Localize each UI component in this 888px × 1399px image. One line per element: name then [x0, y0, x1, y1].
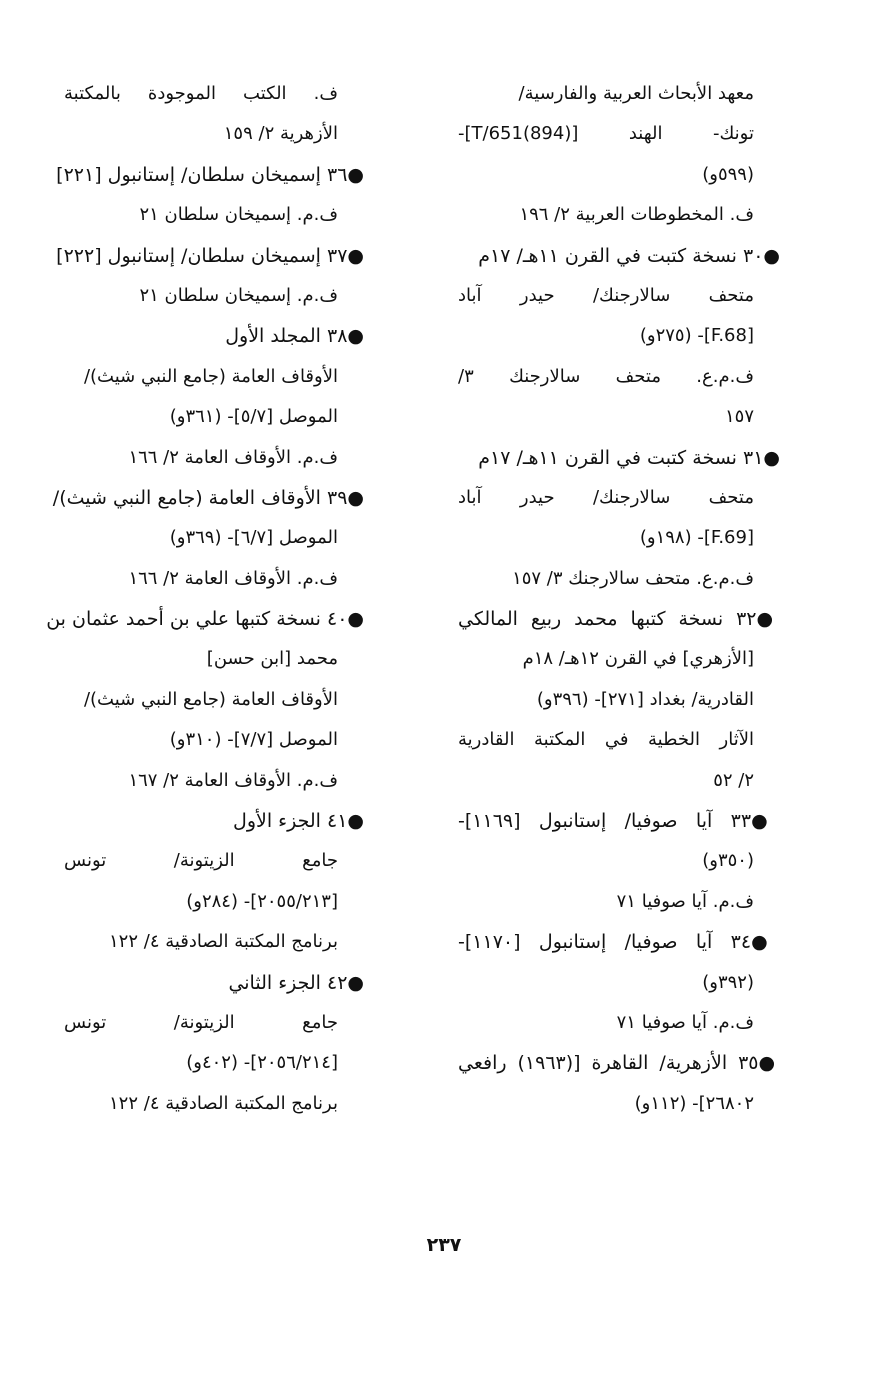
entry-detail-line: القادرية/ بغداد [٢٧١]- (٣٩٦و): [536, 688, 754, 710]
entry-detail-line: (٣٥٠و): [702, 850, 754, 872]
entry-detail-line: الموصل [٥/٧]- (٣٦١و): [169, 406, 338, 428]
entry-detail-line: ٢/ ٥٢: [713, 769, 754, 791]
entry-heading-line: ●٣٦ إسميخان سلطان/ إستانبول [٢٢١]: [56, 163, 364, 186]
entry-heading-line: ●٣٩ الأوقاف العامة (جامع النبي شيث)/: [52, 486, 364, 509]
entry-detail-line: ف.م. الأوقاف العامة ٢/ ١٦٧: [128, 769, 338, 791]
page-number: ٢٣٧: [426, 1234, 462, 1256]
entry-detail-line: ف.م. إسميخان سلطان ٢١: [139, 284, 338, 306]
entry-heading-line: ●٣٧ إسميخان سلطان/ إستانبول [٢٢٢]: [56, 244, 364, 267]
entry-detail-line: [F.68]- (٢٧٥و): [639, 325, 754, 347]
entry-detail-line: ف.م. الأوقاف العامة ٢/ ١٦٦: [128, 446, 338, 468]
entry-detail-line: جامع الزيتونة/ تونس: [64, 850, 338, 872]
entry-detail-line: الأوقاف العامة (جامع النبي شيث)/: [83, 365, 338, 387]
entry-detail-line: برنامج المكتبة الصادقية ٤/ ١٢٢: [109, 1092, 338, 1114]
entry-detail-line: ١٥٧: [724, 406, 754, 428]
entry-heading-line: ●٤٠ نسخة كتبها علي بن أحمد عثمان بن: [46, 608, 364, 631]
entry-detail-line: برنامج المكتبة الصادقية ٤/ ١٢٢: [109, 931, 338, 953]
entry-heading-line: ●٤٢ الجزء الثاني: [228, 971, 364, 994]
entry-detail-line: ف.م. إسميخان سلطان ٢١: [139, 204, 338, 226]
entry-detail-line: متحف سالارجنك/ حيدر آباد: [458, 486, 754, 508]
entry-detail-line: الأوقاف العامة (جامع النبي شيث)/: [83, 688, 338, 710]
entry-detail-line: ف.م. الأوقاف العامة ٢/ ١٦٦: [128, 567, 338, 589]
entry-detail-line: [٢٠٥٦/٢١٤]- (٤٠٢و): [186, 1052, 338, 1074]
entry-heading-line: ●٣٤ آيا صوفيا/ إستانبول [١١٧٠]-: [458, 931, 780, 954]
right-column: [458, 74, 780, 1124]
entry-heading-line: ●٤١ الجزء الأول: [233, 810, 364, 833]
entry-heading-line: ●٣٣ آيا صوفيا/ إستانبول [١١٦٩]-: [458, 810, 780, 833]
entry-heading-line: ●٣٢ نسخة كتبها محمد ربيع المالكي: [458, 608, 780, 631]
entry-heading-line: ●٣٨ المجلد الأول: [225, 325, 364, 348]
entry-detail-line: معهد الأبحاث العربية والفارسية/: [518, 83, 754, 104]
entry-detail-line: ف. الكتب الموجودة بالمكتبة: [64, 83, 338, 104]
entry-heading-line: ●٣٥ الأزهرية/ القاهرة [(١٩٦٣) رافعي: [458, 1052, 780, 1075]
entry-detail-line: [٢٠٥٥/٢١٣]- (٢٨٤و): [186, 890, 338, 912]
entry-heading-line: ●٣٠ نسخة كتبت في القرن ١١هـ/ ١٧م: [478, 244, 780, 267]
entry-detail-line: جامع الزيتونة/ تونس: [64, 1011, 338, 1033]
entry-detail-line: الآثار الخطية في المكتبة القادرية: [458, 729, 754, 751]
entry-detail-line: ف.م. آيا صوفيا ٧١: [616, 890, 754, 912]
entry-detail-line: ف.م.ع. متحف سالارجنك ٣/: [458, 365, 754, 387]
entry-detail-line: محمد [ابن حسن]: [206, 648, 338, 670]
entry-detail-line: الموصل [٧/٧]- (٣١٠و): [169, 729, 338, 751]
entry-detail-line: ف.م.ع. متحف سالارجنك ٣/ ١٥٧: [512, 567, 754, 589]
entry-detail-line: ٢٦٨٠٢]- (١١٢و): [634, 1092, 754, 1114]
entry-heading-line: ●٣١ نسخة كتبت في القرن ١١هـ/ ١٧م: [478, 446, 780, 469]
entry-detail-line: [الأزهري] في القرن ١٢هـ/ ١٨م: [522, 648, 754, 670]
entry-detail-line: متحف سالارجنك/ حيدر آباد: [458, 284, 754, 306]
entry-detail-line: ف. المخطوطات العربية ٢/ ١٩٦: [519, 204, 754, 226]
left-column: [46, 74, 364, 1124]
entry-detail-line: ف.م. آيا صوفيا ٧١: [616, 1011, 754, 1033]
entry-detail-line: (٥٩٩و): [702, 163, 754, 185]
entry-detail-line: [F.69]- (١٩٨و): [639, 527, 754, 549]
entry-detail-line: الأزهرية ٢/ ١٥٩: [223, 123, 338, 145]
entry-detail-line: (٣٩٢و): [702, 971, 754, 993]
entry-detail-line: الموصل [٦/٧]- (٣٦٩و): [169, 527, 338, 549]
entry-detail-line: تونك- الهند [T/651(894)]-: [458, 123, 754, 145]
